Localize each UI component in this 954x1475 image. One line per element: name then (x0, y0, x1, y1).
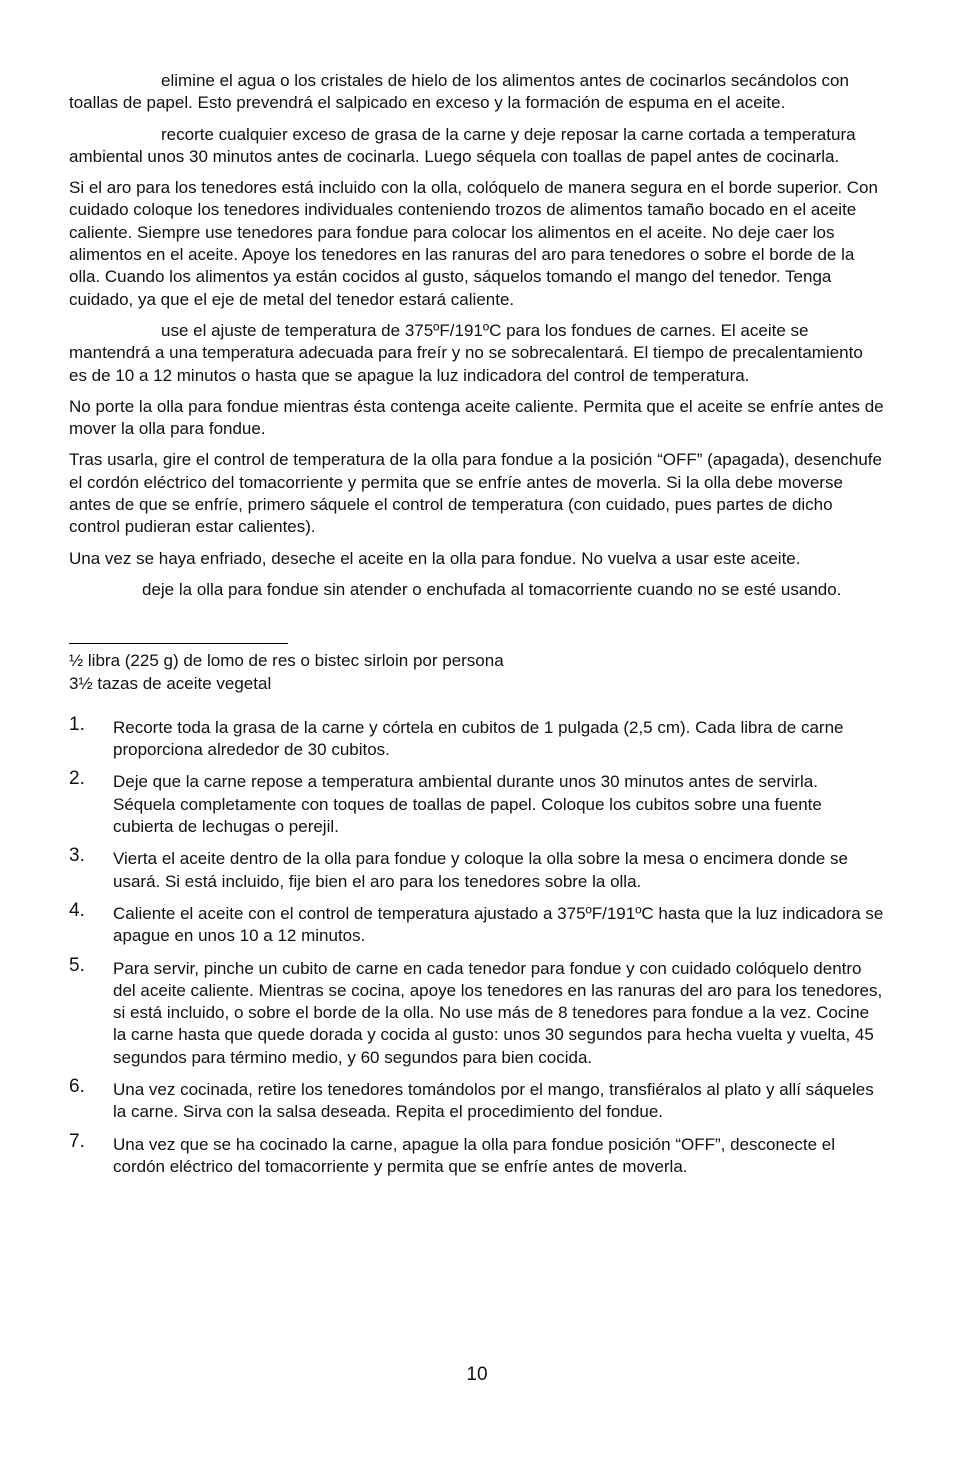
step-text: Una vez que se ha cocinado la carne, apague la olla para fondue posición “OFF”, desconecte el cordón eléctrico del tomacorriente y permita que se enfríe antes de moverla. (113, 1134, 836, 1176)
document-page (69, 70, 885, 1188)
page-number: 10 (466, 1364, 488, 1385)
paragraph-unattended: deje la olla para fondue sin atender o enchufada al tomacorriente cuando no se esté usando. (142, 579, 842, 599)
step-item (69, 768, 885, 838)
recipe-steps (69, 713, 885, 1178)
step-number: 1. (69, 713, 85, 735)
step-text: Caliente el aceite con el control de temperatura ajustado a 375ºF/191ºC hasta que la luz indicadora se apague en unos 10 a 12 minutos. (113, 903, 884, 946)
step-number: 5. (69, 954, 85, 976)
step-item (69, 1130, 885, 1179)
step-number: 3. (69, 845, 85, 867)
paragraph-fork-ring: Si el aro para los tenedores está incluido con la olla, colóquelo de manera segura en el borde superior. Con cuidado coloque los tenedores individuales conteniendo trozos de alimentos tamaño bocado en el aceite caliente. Siempre use tenedores para fondue para colocar los alimentos en el aceite. No deje caer los alimentos en el aceite. Apoye los tenedores en las ranuras del aro para tenedores o sobre el borde de la olla. Cuando los alimentos ya están cocidos al gusto, sáquelos tomando el mango del tenedor. Tenga cuidado, ya que el eje de metal del tenedor estará caliente. (69, 178, 878, 309)
step-text: Una vez cocinada, retire los tenedores tomándolos por el mango, transfiéralos al plato y allí sáqueles la carne. Sirva con la salsa deseada. Repita el procedimiento del fondue. (113, 1079, 874, 1122)
ingredient-item: 3½ tazas de aceite vegetal (69, 673, 272, 693)
step-item (69, 1075, 885, 1124)
ingredient-list (69, 650, 885, 695)
step-number: 2. (69, 768, 85, 790)
step-item (69, 899, 885, 948)
step-text: Recorte toda la grasa de la carne y córtela en cubitos de 1 pulgada (2,5 cm). Cada libra de carne proporciona alrededor de 30 cubitos. (113, 717, 844, 760)
step-number: 6. (69, 1075, 85, 1097)
paragraph-do-not-carry: No porte la olla para fondue mientras ésta contenga aceite caliente. Permita que el aceite se enfríe antes de mover la olla para fondue. (69, 396, 884, 439)
paragraph-discard-oil: Una vez se haya enfriado, deseche el aceite en la olla para fondue. No vuelva a usar este aceite. (69, 548, 801, 568)
step-text: Vierta el aceite dentro de la olla para fondue y coloque la olla sobre la mesa o encimera donde se usará. Si está incluido, fije bien el aro para los tenedores sobre la olla. (113, 849, 848, 891)
step-text: Deje que la carne repose a temperatura ambiental durante unos 30 minutos antes de servirla. Séquela completamente con toques de toallas de papel. Coloque los cubitos sobre una fuente cubierta de lechugas o perejil. (113, 772, 822, 837)
paragraph-trim-fat: recorte cualquier exceso de grasa de la carne y deje reposar la carne cortada a temperatura ambiental unos 30 minutos antes de cocinarla. Luego séquela con toallas de papel antes de cocinarla. (69, 124, 856, 166)
step-number: 7. (69, 1130, 85, 1152)
step-item (69, 954, 885, 1069)
step-text: Para servir, pinche un cubito de carne en cada tenedor para fondue y con cuidado colóquelo dentro del aceite caliente. Mientras se cocina, apoye los tenedores en las ranuras del aro para los tenedores, si está incluido, o sobre el borde de la olla. No use más de 8 tenedores para fondue a la vez. Cocine la carne hasta que quede dorada y cocida al gusto: unos 30 segundos para hecha vuelta y vuelta, 45 segundos para término medio, y 60 segundos para bien cocida. (113, 958, 883, 1067)
step-item (69, 713, 885, 762)
recipe-heading-rule (69, 643, 288, 644)
step-item (69, 845, 885, 893)
paragraph-temperature-setting: use el ajuste de temperatura de 375ºF/191ºC para los fondues de carnes. El aceite se mantendrá a una temperatura adecuada para freír y no se sobrecalentará. El tiempo de precalentamiento es de 10 a 12 minutos o hasta que se apague la luz indicadora del control de temperatura. (69, 320, 863, 385)
paragraph-dry-food: elimine el agua o los cristales de hielo de los alimentos antes de cocinarlos secándolos con toallas de papel. Esto prevendrá el salpicado en exceso y la formación de espuma en el aceite. (69, 71, 849, 113)
paragraph-after-use: Tras usarla, gire el control de temperatura de la olla para fondue a la posición “OFF” (apagada), desenchufe el cordón eléctrico del tomacorriente y permita que se enfríe antes de moverla. Si la olla debe moverse antes de que se enfríe, primero sáquele el control de temperatura (con cuidado, pues partes de dicho control pudieran estar calientes). (69, 450, 882, 537)
ingredient-item: ½ libra (225 g) de lomo de res o bistec sirloin por persona (69, 651, 504, 671)
step-number: 4. (69, 899, 85, 921)
